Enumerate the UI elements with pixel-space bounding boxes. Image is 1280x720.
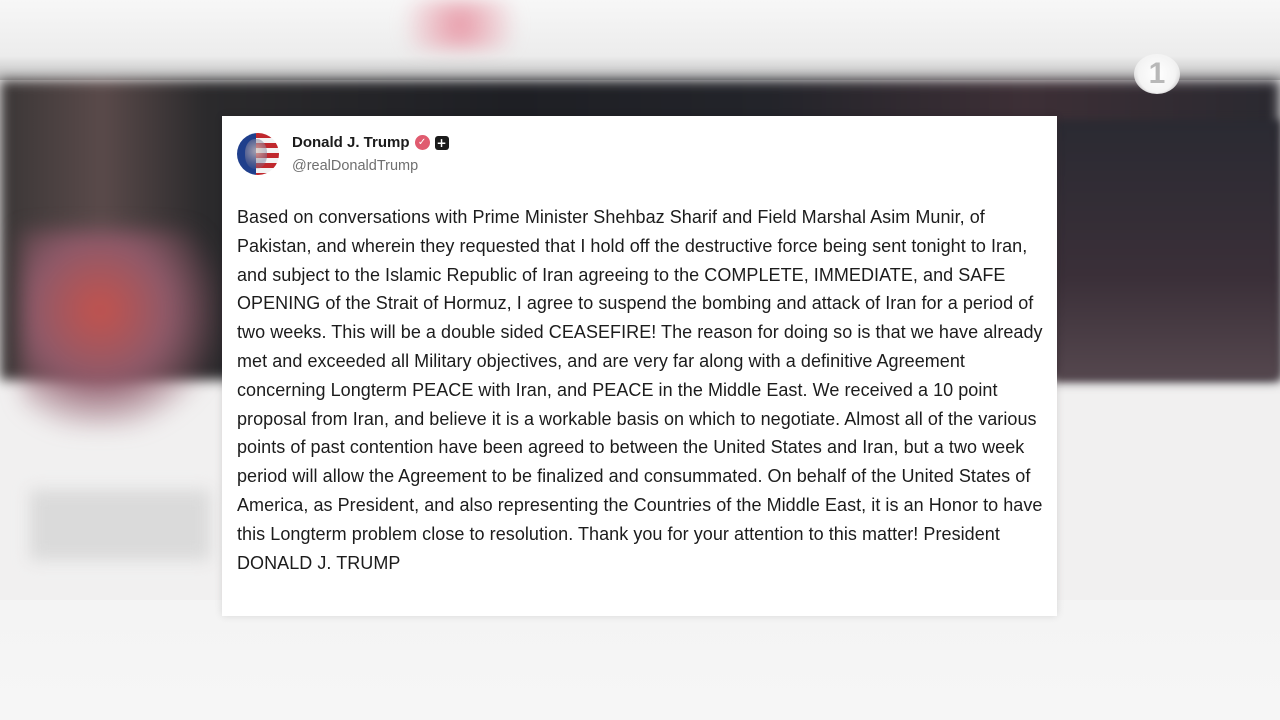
social-post-card <box>222 116 1057 616</box>
verified-badge-icon: ✓ <box>415 135 430 150</box>
blurred-background-bottom-left <box>30 490 210 560</box>
blurred-background-top <box>0 0 1280 80</box>
broadcaster-logo <box>1134 54 1180 94</box>
blurred-background-bottom <box>0 600 1280 720</box>
blurred-background-right <box>1056 120 1280 380</box>
post-text: Based on conversations with Prime Minister Shehbaz Sharif and Field Marshal Asim Munir, of Pakistan, and wherein they requested that I hold off the destructive force being sent tonight to Iran, and subject to the Islamic Republic of Iran agreeing to the COMPLETE, IMMEDIATE, and SAFE OPENING of the Strait of Hormuz, I agree to suspend the bombing and attack of Iran for a period of two weeks. This will be a double sided CEASEFIRE! The reason for doing so is that we have already met and exceeded all Military objectives, and are very far along with a definitive Agreement concerning Longterm PEACE with Iran, and PEACE in the Middle East. We received a 10 point proposal from Iran, and believe it is a workable basis on which to negotiate. Almost all of the various points of past contention have been agreed to between the United States and Iran, but a two week period will allow the Agreement to be finalized and consummated. On behalf of the United States of America, as President, and also representing the Countries of the Middle East, it is an Honor to have this Longterm problem close to resolution. Thank you for your attention to this matter! President DONALD J. TRUMP <box>237 207 1043 573</box>
author-display-name[interactable]: Donald J. Trump <box>292 134 410 151</box>
blurred-background-accent <box>380 0 540 50</box>
avatar-portrait <box>245 139 267 169</box>
author-avatar[interactable] <box>237 133 279 175</box>
blurred-background-left <box>20 230 220 430</box>
author-name-row <box>292 134 449 151</box>
author-handle[interactable]: @realDonaldTrump <box>292 158 419 174</box>
broadcaster-logo-text: 1 <box>1148 57 1166 90</box>
plus-badge-icon: + <box>436 135 447 150</box>
